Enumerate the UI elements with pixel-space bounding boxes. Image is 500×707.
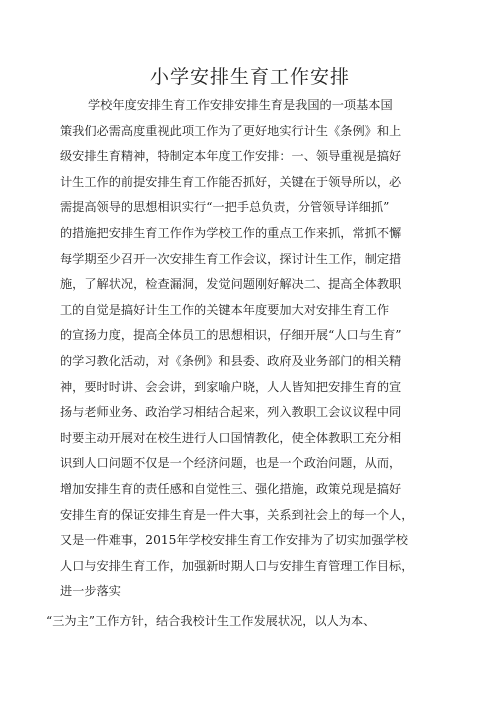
paragraph-line: 工的自觉是搞好计生工作的关键本年度要加大对安排生育工作 (60, 302, 390, 317)
paragraph-line: 时要主动开展对在校生进行人口国情教化，使全体教职工充分相 (60, 430, 402, 445)
paragraph-line: 施，了解状况，检查漏洞，发觉问题刚好解决二、提高全体教职 (60, 277, 402, 292)
paragraph-line: 神，要时时讲、会会讲，到家喻户晓，人人皆知把安排生育的宣 (60, 379, 402, 394)
paragraph-line: 进一步落实 (60, 584, 121, 599)
paragraph-line: 扬与老师业务、政治学习相结合起来，列入教职工会议议程中同 (60, 405, 402, 420)
paragraph-line: 的学习教化活动，对《条例》和县委、政府及业务部门的相关精 (60, 353, 402, 368)
paragraph-line: 的宣扬力度，提高全体员工的思想相识，仔细开展“人口与生育” (60, 328, 402, 343)
paragraph-line: 安排生育的保证安排生育是一件大事，关系到社会上的每一个人， (60, 507, 414, 522)
paragraph-line: 又是一件难事，2015年学校安排生育工作安排为了切实加强学校 (60, 533, 408, 548)
paragraph-line: 增加安排生育的责任感和自觉性三、强化措施，政策兑现是搞好 (60, 481, 402, 496)
paragraph-line: 人口与安排生育工作，加强新时期人口与安排生育管理工作目标， (60, 558, 414, 573)
document-title: 小学安排生育工作安排 (149, 66, 350, 88)
paragraph-line: 每学期至少召开一次安排生育工作会议，探讨计生工作，制定措 (60, 251, 402, 266)
paragraph-line: 识到人口问题不仅是一个经济问题，也是一个政治问题，从而， (60, 456, 402, 471)
paragraph-line: “三为主”工作方针，结合我校计生工作发展状况，以人为本、 (46, 613, 376, 628)
paragraph-line: 策我们必需高度重视此项工作为了更好地实行计生《条例》和上 (60, 123, 402, 138)
paragraph-line: 计生工作的前提安排生育工作能否抓好，关键在于领导所以，必 (60, 174, 402, 189)
paragraph-line: 学校年度安排生育工作安排安排生育是我国的一项基本国 (88, 98, 393, 112)
paragraph-line: 需提高领导的思想相识实行“一把手总负责，分管领导详细抓” (60, 200, 390, 215)
paragraph-line: 的措施把安排生育工作作为学校工作的重点工作来抓，常抓不懈 (60, 225, 402, 240)
paragraph-line: 级安排生育精神，特制定本年度工作安排：一、领导重视是搞好 (60, 149, 402, 164)
document-body (46, 93, 445, 634)
